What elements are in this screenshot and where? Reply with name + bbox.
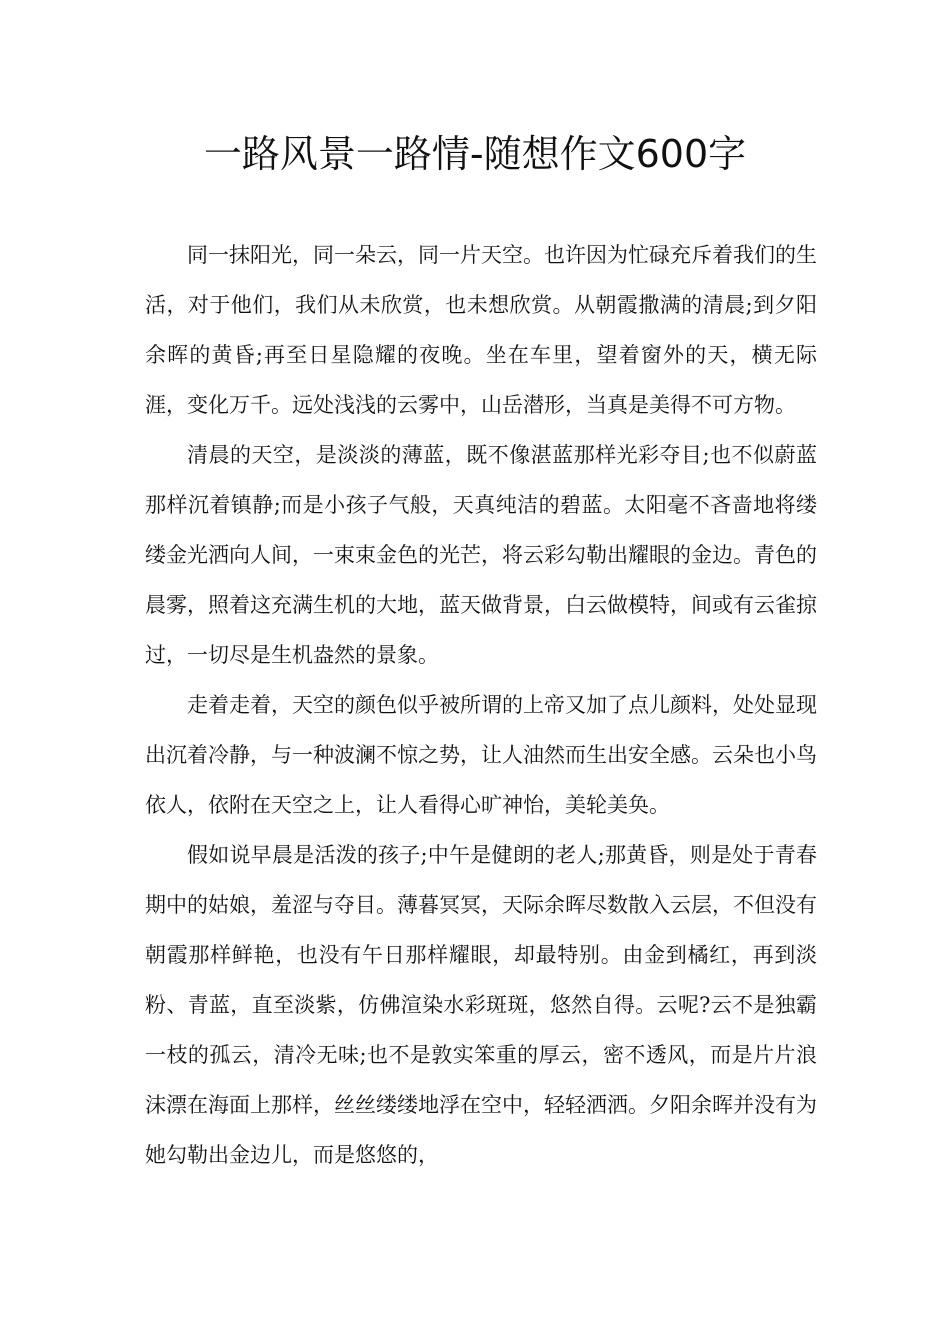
paragraph-1: 同一抹阳光，同一朵云，同一片天空。也许因为忙碌充斥着我们的生活，对于他们，我们从未欣赏，也未想欣赏。从朝霞撒满的清晨;到夕阳余晖的黄昏;再至日星隐耀的夜晚。坐在车里，望着窗外的天，横无际涯，变化万千。远处浅浅的云雾中，山岳潜形，当真是美得不可方物。 — [145, 243, 817, 417]
paragraph-4: 假如说早晨是活泼的孩子;中午是健朗的老人;那黄昏，则是处于青春期中的姑娘，羞涩与夺目。薄暮冥冥，天际余晖尽数散入云层，不但没有朝霞那样鲜艳，也没有午日那样耀眼，却最特别。由金到橘红，再到淡粉、青蓝，直至淡紫，仿佛渲染水彩斑斑，悠然自得。云呢?云不是独霸一枝的孤云，清冷无味;也不是敦实笨重的厚云，密不透风，而是片片浪沫漂在海面上那样，丝丝缕缕地浮在空中，轻轻洒洒。夕阳余晖并没有为她勾勒出金边儿，而是悠悠的， — [145, 843, 817, 1167]
paragraph-3: 走着走着，天空的颜色似乎被所谓的上帝又加了点儿颜料，处处显现出沉着冷静，与一种波澜不惊之势，让人油然而生出安全感。云朵也小鸟依人，依附在天空之上，让人看得心旷神怡，美轮美奂。 — [145, 693, 817, 817]
paragraph-2: 清晨的天空，是淡淡的薄蓝，既不像湛蓝那样光彩夺目;也不似蔚蓝那样沉着镇静;而是小孩子气般，天真纯洁的碧蓝。太阳毫不吝啬地将缕缕金光洒向人间，一束束金色的光芒，将云彩勾勒出耀眼的金边。青色的晨雾，照着这充满生机的大地，蓝天做背景，白云做模特，间或有云雀掠过，一切尽是生机盎然的景象。 — [145, 443, 817, 667]
document-title: 一路风景一路情-随想作文600字 — [203, 132, 747, 176]
article-body — [145, 230, 817, 1180]
